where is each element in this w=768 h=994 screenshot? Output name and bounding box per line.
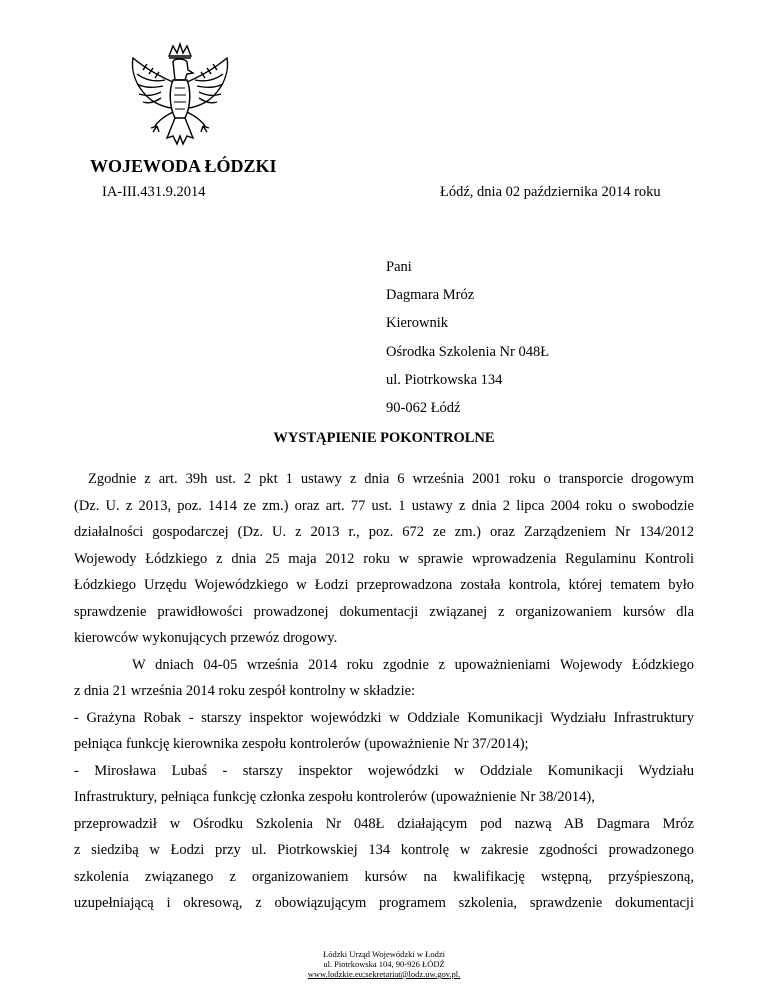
body-line: z siedzibą w Łodzi przy ul. Piotrkowskiej 134 kontrolę w zakresie zgodności prowadzonego [74, 842, 694, 858]
page-footer [0, 949, 768, 979]
body-line: kierowców wykonujących przewóz drogowy. [74, 630, 338, 646]
body-line: Łódzkiego Urzędu Wojewódzkiego w Łodzi przeprowadzona została kontrola, której tematem było [74, 577, 694, 593]
body-line: W dniach 04-05 września 2014 roku zgodnie z upoważnieniami Wojewody Łódzkiego [132, 656, 694, 673]
body-line: sprawdzenie prawidłowości prowadzonej dokumentacji związanej z organizowaniem kursów dla [74, 603, 694, 620]
body-line: Wojewody Łódzkiego z dnia 25 maja 2012 roku w sprawie wprowadzenia Regulaminu Kontroli [74, 550, 694, 567]
addressee-line: Kierownik [386, 315, 449, 332]
body-line: z dnia 21 września 2014 roku zespół kontrolny w składzie: [74, 683, 416, 699]
body-line: uzupełniającą i okresową, z obowiązującym programem szkolenia, sprawdzenie dokumentacji [74, 895, 694, 911]
footer-address: ul. Piotrkowska 104, 90-926 ŁÓDŹ [323, 959, 445, 969]
body-line: szkolenia związanego z organizowaniem kursów na kwalifikację wstępną, przyśpieszoną, [74, 868, 694, 885]
body-line: (Dz. U. z 2013, poz. 1414 ze zm.) oraz art. 77 ust. 1 ustawy z dnia 2 lipca 2004 roku o swobodzie [74, 497, 694, 514]
document-title: WYSTĄPIENIE POKONTROLNE [273, 430, 495, 446]
addressee-line: 90-062 Łódź [386, 399, 461, 416]
addressee-line: Ośrodka Szkolenia Nr 048Ł [386, 343, 550, 360]
addressee-block [386, 253, 549, 422]
issuer-heading: WOJEWODA ŁÓDZKI [90, 156, 277, 176]
body-line: pełniąca funkcję kierownika zespołu kontrolerów (upoważnienie Nr 37/2014); [74, 736, 529, 752]
addressee-line: Pani [386, 259, 412, 275]
document-date: Łódź, dnia 02 października 2014 roku [440, 184, 661, 200]
body-text [74, 466, 694, 917]
addressee-line: ul. Piotrkowska 134 [386, 371, 503, 388]
body-line: Infrastruktury, pełniąca funkcję członka zespołu kontrolerów (upoważnienie Nr 38/2014), [74, 789, 595, 805]
addressee-line: Dagmara Mróz [386, 287, 475, 304]
body-line: Zgodnie z art. 39h ust. 2 pkt 1 ustawy z dnia 6 września 2001 roku o transporcie drogowym [88, 471, 694, 487]
reference-number: IA-III.431.9.2014 [102, 184, 206, 200]
body-line: - Mirosława Lubaś - starszy inspektor wojewódzki w Oddziale Komunikacji Wydziału [74, 762, 694, 779]
footer-contact-link[interactable]: www.lodzkie.eu;sekretariat@lodz.uw.gov.pl. [307, 969, 461, 979]
body-line: - Grażyna Robak - starszy inspektor wojewódzki w Oddziale Komunikacji Wydziału Infrastruktury [74, 709, 694, 726]
footer-office-name: Łódzki Urząd Wojewódzki w Łodzi [323, 949, 445, 959]
body-line: działalności gospodarczej (Dz. U. z 2013 r., poz. 672 ze zm.) oraz Zarządzeniem Nr 134/2012 [74, 524, 694, 540]
body-line: przeprowadził w Ośrodku Szkolenia Nr 048Ł działającym pod nazwą AB Dagmara Mróz [74, 815, 694, 832]
polish-eagle-emblem-icon [117, 40, 243, 158]
